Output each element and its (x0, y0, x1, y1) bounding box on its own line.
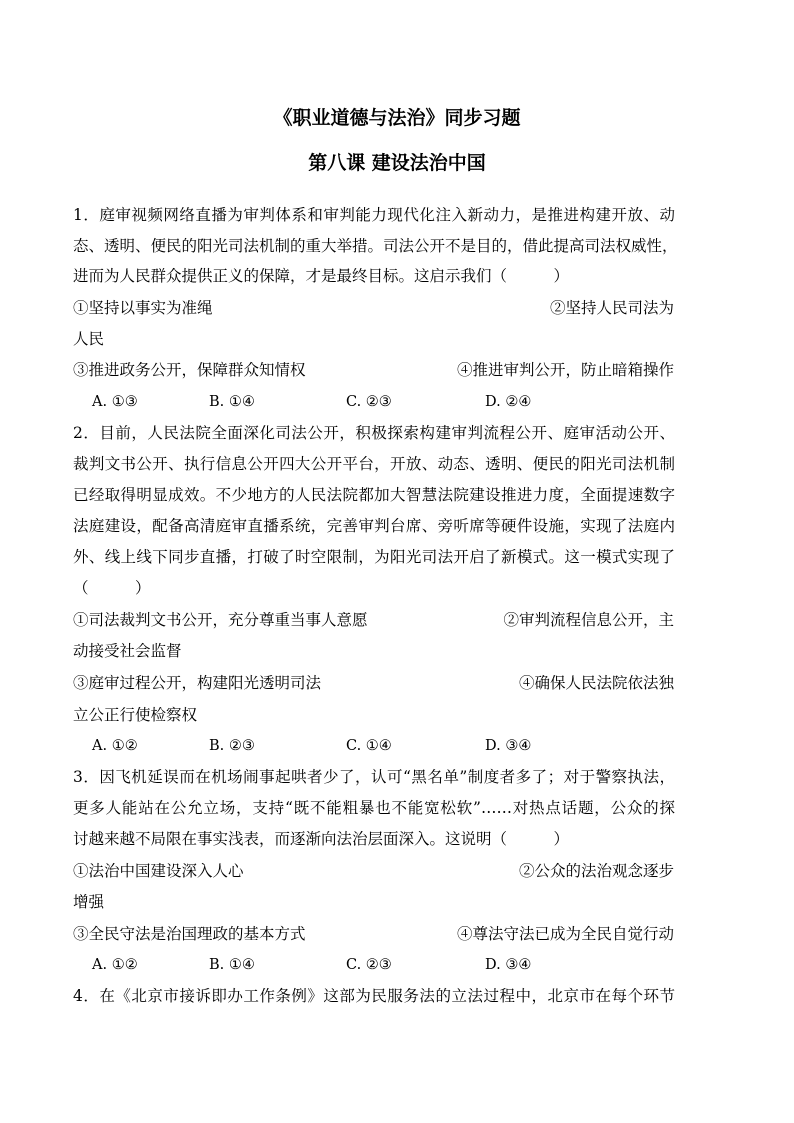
q1-option-a: A. ①③ (92, 394, 138, 410)
q3-option-b: B. ①④ (209, 957, 255, 973)
q3-option-a: A. ①② (92, 957, 138, 973)
q3-item-2-cont: 增强 (73, 893, 105, 911)
q1-line-3: 进而为人民群众提供正义的保障，才是最终目标。这启示我们（ ） (73, 267, 570, 285)
q1-line-1: 1．庭审视频网络直播为审判体系和审判能力现代化注入新动力，是推进构建开放、动 (73, 206, 675, 224)
q3-item-3: ③全民守法是治国理政的基本方式 (73, 925, 306, 943)
q2-line-1: 2．目前，人民法院全面深化司法公开，积极探索构建审判流程公开、庭审活动公开、 (73, 424, 675, 442)
q3-line-2: 更多人能站在公允立场，支持“既不能粗暴也不能宽松软”……对热点话题，公众的探 (73, 799, 675, 817)
q3-option-d: D. ③④ (485, 957, 532, 973)
q2-item-4: ④确保人民法院依法独 (518, 674, 674, 692)
q4-line-1: 4．在《北京市接诉即办工作条例》这部为民服务法的立法过程中，北京市在每个环节 (73, 987, 675, 1005)
q1-line-2: 态、透明、便民的阳光司法机制的重大举措。司法公开不是目的，借此提高司法权威性， (73, 237, 678, 255)
q1-item-2: ②坚持人民司法为 (549, 299, 674, 317)
q2-item-3: ③庭审过程公开，构建阳光透明司法 (73, 674, 322, 692)
q3-line-3: 讨越来越不局限在事实浅表，而逐渐向法治层面深入。这说明（ ） (73, 830, 570, 848)
q1-option-c: C. ②③ (346, 394, 392, 410)
q3-item-4: ④尊法守法已成为全民自觉行动 (456, 925, 674, 943)
document-title: 《职业道德与法治》同步习题 (273, 107, 521, 129)
q1-item-2-cont: 人民 (73, 330, 105, 348)
q2-option-d: D. ③④ (485, 738, 532, 754)
q2-item-2: ②审判流程信息公开，主 (503, 611, 674, 629)
lesson-subtitle: 第八课 建设法治中国 (308, 152, 486, 174)
q1-option-b: B. ①④ (209, 394, 255, 410)
q3-item-2: ②公众的法治观念逐步 (518, 862, 674, 880)
q1-option-d: D. ②④ (485, 394, 532, 410)
q2-line-5: 外、线上线下同步直播，打破了时空限制，为阳光司法开启了新模式。这一模式实现了 (73, 548, 675, 566)
q2-option-c: C. ①④ (346, 738, 392, 754)
q3-line-1: 3．因飞机延误而在机场闹事起哄者少了，认可“黑名单”制度者多了；对于警察执法， (73, 768, 675, 786)
q2-item-4-cont: 立公正行使检察权 (73, 706, 198, 724)
q2-item-1: ①司法裁判文书公开，充分尊重当事人意愿 (73, 611, 368, 629)
q2-line-4: 法庭建设，配备高清庭审直播系统，完善审判台席、旁听席等硬件设施，实现了法庭内 (73, 517, 675, 535)
q1-item-1: ①坚持以事实为准绳 (73, 299, 213, 317)
q1-item-4: ④推进审判公开，防止暗箱操作 (456, 361, 674, 379)
q1-item-3: ③推进政务公开，保障群众知情权 (73, 361, 306, 379)
q3-option-c: C. ②③ (346, 957, 392, 973)
q3-item-1: ①法治中国建设深入人心 (73, 862, 244, 880)
q2-line-6: （ ） (73, 579, 151, 597)
q2-option-a: A. ①② (92, 738, 138, 754)
q2-option-b: B. ②③ (209, 738, 255, 754)
q2-line-2: 裁判文书公开、执行信息公开四大公开平台，开放、动态、透明、便民的阳光司法机制 (73, 455, 675, 473)
q2-line-3: 已经取得明显成效。不少地方的人民法院都加大智慧法院建设推进力度，全面提速数字 (73, 486, 675, 504)
q2-item-2-cont: 动接受社会监督 (73, 642, 182, 660)
